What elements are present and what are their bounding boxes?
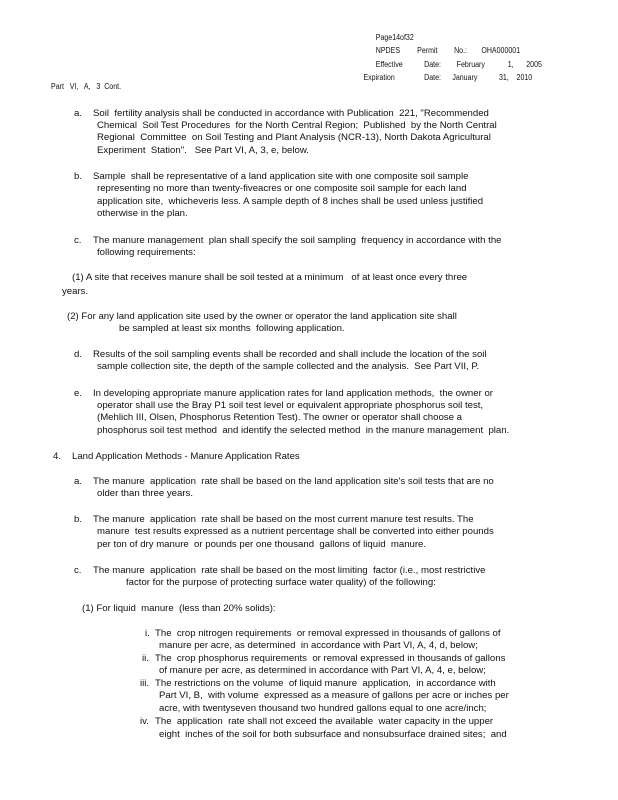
text-line: The application rate shall not exceed the available water capacity in the upper (155, 716, 494, 727)
text-line: The manure management plan shall specify the soil sampling frequency in accordance with the (93, 235, 502, 246)
text-line: phosphorus soil test method and identify the selected method in the manure management plan. (97, 425, 510, 436)
effective-label: Effective (375, 60, 403, 69)
effective-year: 2005 (526, 60, 542, 69)
text-line: The manure application rate shall be based on the most current manure test results. The (93, 514, 474, 525)
item-marker: c. (74, 235, 82, 246)
text-line: Regional Committee on Soil Testing and Plant Analysis (NCR-13), North Dakota Agricultural (97, 132, 491, 143)
text-line: otherwise in the plan. (97, 208, 188, 219)
expiration-year: 2010 (516, 73, 533, 82)
text-line: be sampled at least six months following application. (119, 323, 345, 334)
page-label: Page14of32 (375, 33, 414, 42)
text-line: (1) A site that receives manure shall be soil tested at a minimum of at least once every three (72, 272, 468, 283)
text-line: eight inches of the soil for both subsurface and nonsubsurface drained sites; and (159, 729, 507, 740)
text-line: operator shall use the Bray P1 soil test level or equivalent appropriate phosphorus soil test, (97, 400, 484, 411)
text-line: manure per acre, as determined in accordance with Part VI, A, 4, d, below; (159, 640, 478, 651)
text-line: older than three years. (97, 488, 193, 499)
section-title: Land Application Methods - Manure Application Rates (72, 451, 300, 462)
text-line: In developing appropriate manure application rates for land application methods, the owner or (93, 388, 493, 399)
part-reference: Part VI, A, 3 Cont. (51, 82, 122, 91)
text-line: of manure per acre, as determined in accordance with Part VI, A, 4, e, below; (159, 665, 486, 676)
text-line: sample collection site, the depth of the sample collected and the analysis. See Part VII, P. (97, 361, 480, 372)
text-line: per ton of dry manure or pounds per one thousand gallons of liquid manure. (97, 539, 427, 550)
npdes-label: NPDES (375, 46, 401, 55)
item-marker: d. (74, 349, 83, 360)
text-line: Sample shall be representative of a land application site with one composite soil sample (93, 171, 469, 182)
text-line: Soil fertility analysis shall be conducted in accordance with Publication 221, "Recommended (93, 108, 489, 119)
text-line: The restrictions on the volume of liquid manure application, in accordance with (155, 678, 496, 689)
text-line: Results of the soil sampling events shall be recorded and shall include the location of the soil (93, 349, 487, 360)
roman-marker: i. (145, 628, 150, 639)
text-line: The crop phosphorus requirements or removal expressed in thousands of gallons (155, 653, 506, 664)
permit-header (0, 0, 616, 90)
effective-date-label: Date: (424, 60, 441, 69)
item-marker: a. (74, 476, 83, 487)
text-line: representing no more than twenty-fiveacres or one composite soil sample for each land (97, 183, 467, 194)
text-line: (Mehlich III, Olsen, Phosphorus Retention Test). The owner or operator shall choose a (97, 412, 462, 423)
item-marker: b. (74, 171, 83, 182)
effective-day: 1, (507, 60, 514, 69)
expiration-label: Expiration (363, 73, 395, 82)
permit-number: OHA000001 (481, 46, 521, 55)
text-line: years. (62, 286, 89, 297)
roman-marker: iii. (140, 678, 150, 689)
effective-month: February (456, 60, 485, 69)
text-line: The manure application rate shall be based on the land application site's soil tests that are no (93, 476, 494, 487)
text-line: Experiment Station". See Part VI, A, 3, e, below. (97, 145, 309, 156)
permit-label: Permit (417, 46, 438, 55)
item-marker: b. (74, 514, 83, 525)
text-line: Chemical Soil Test Procedures for the North Central Region; Published by the North Central (97, 120, 497, 131)
roman-marker: iv. (140, 716, 149, 727)
text-line: Part VI, B, with volume expressed as a measure of gallons per acre or inches per (159, 690, 509, 701)
expiration-date-label: Date: (424, 73, 441, 82)
section-marker: 4. (53, 451, 62, 462)
text-line: acre, with twentyseven thousand two hundred gallons equal to one acre/inch; (159, 703, 487, 714)
text-line: (1) For liquid manure (less than 20% solids): (82, 603, 276, 614)
expiration-day: 31, (498, 73, 509, 82)
text-line: The crop nitrogen requirements or removal expressed in thousands of gallons of (155, 628, 501, 639)
roman-marker: ii. (142, 653, 149, 664)
item-marker: a. (74, 108, 83, 119)
no-label: No.: (454, 46, 467, 55)
text-line: manure test results expressed as a nutrient percentage shall be converted into either pounds (97, 526, 494, 537)
text-line: following requirements: (97, 247, 196, 258)
item-marker: c. (74, 565, 82, 576)
item-marker: e. (74, 388, 83, 399)
text-line: factor for the purpose of protecting surface water quality) of the following: (126, 577, 436, 588)
expiration-month: January (452, 73, 478, 82)
text-line: application site, whicheveris less. A sample depth of 8 inches shall be used unless justified (97, 196, 484, 207)
text-line: The manure application rate shall be based on the most limiting factor (i.e., most restrictive (93, 565, 486, 576)
text-line: (2) For any land application site used by the owner or operator the land application site shall (67, 311, 457, 322)
